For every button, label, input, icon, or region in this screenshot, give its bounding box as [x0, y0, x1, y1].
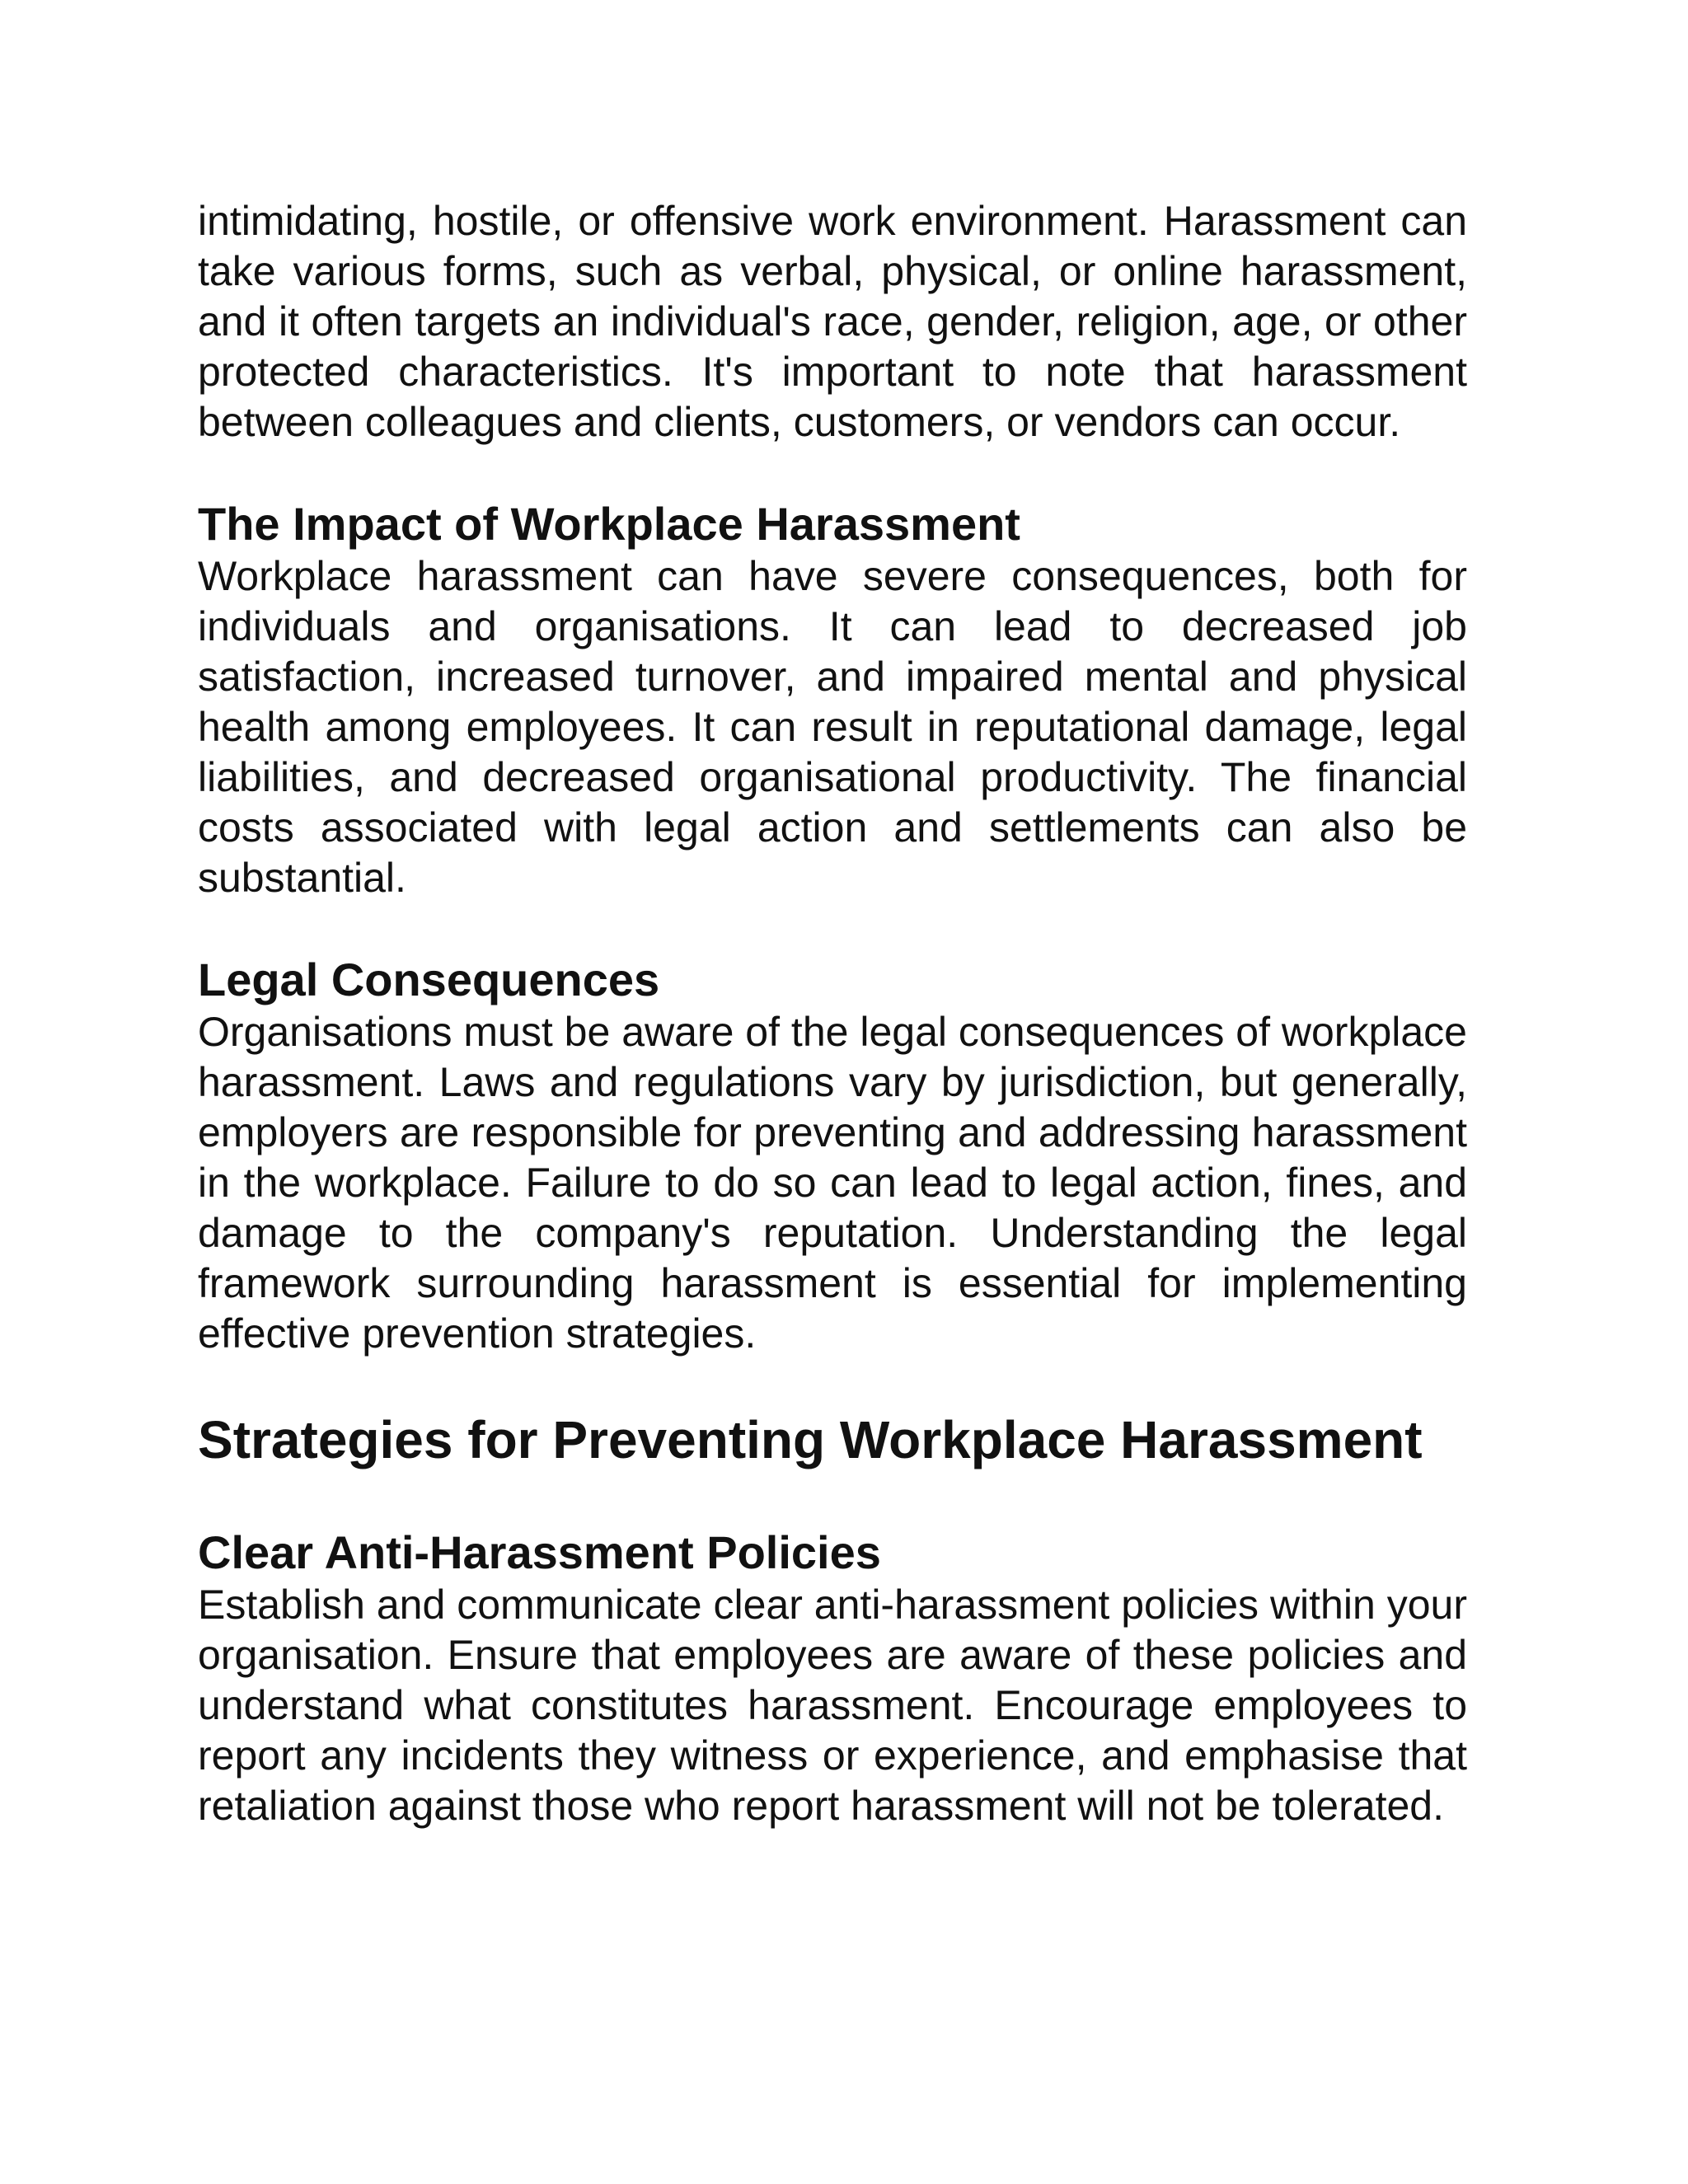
legal-paragraph: Organisations must be aware of the legal consequences of workplace harassment. Laws and regulations vary by jurisdiction, but generally, employers are responsible for preventing and addressing harassment in the workplace. Failure to do so can lead to legal action, fines, and damage to the company's reputation. Understanding the legal framework surrounding harassment is essential for implementing effective prevention strategies. [198, 1009, 1467, 1357]
strategies-section-heading: Strategies for Preventing Workplace Harassment [198, 1410, 1423, 1469]
policies-paragraph: Establish and communicate clear anti-harassment policies within your organisation. Ensure that employees are aware of these policies and understand what constitutes harassment. Encourage employees to report any incidents they witness or experience, and emphasise that retaliation against those who report harassment will not be tolerated. [198, 1582, 1467, 1829]
policies-heading: Clear Anti-Harassment Policies [198, 1526, 881, 1578]
document-body [198, 196, 1467, 1831]
spacer [198, 1471, 1467, 1526]
legal-heading: Legal Consequences [198, 954, 660, 1005]
spacer [198, 448, 1467, 497]
impact-paragraph: Workplace harassment can have severe consequences, both for individuals and organisations. It can lead to decreased job satisfaction, increased turnover, and impaired mental and physical health among employees. It can result in reputational damage, legal liabilities, and decreased organisational productivity. The financial costs associated with legal action and settlements can also be substantial. [198, 553, 1467, 901]
spacer [198, 1359, 1467, 1408]
impact-heading: The Impact of Workplace Harassment [198, 498, 1020, 550]
spacer [198, 903, 1467, 953]
intro-paragraph: intimidating, hostile, or offensive work environment. Harassment can take various forms, such as verbal, physical, or online harassment, and it often targets an individual's race, gender, religion, age, or other protected characteristics. It's important to note that harassment between colleagues and clients, customers, or vendors can occur. [198, 198, 1467, 445]
